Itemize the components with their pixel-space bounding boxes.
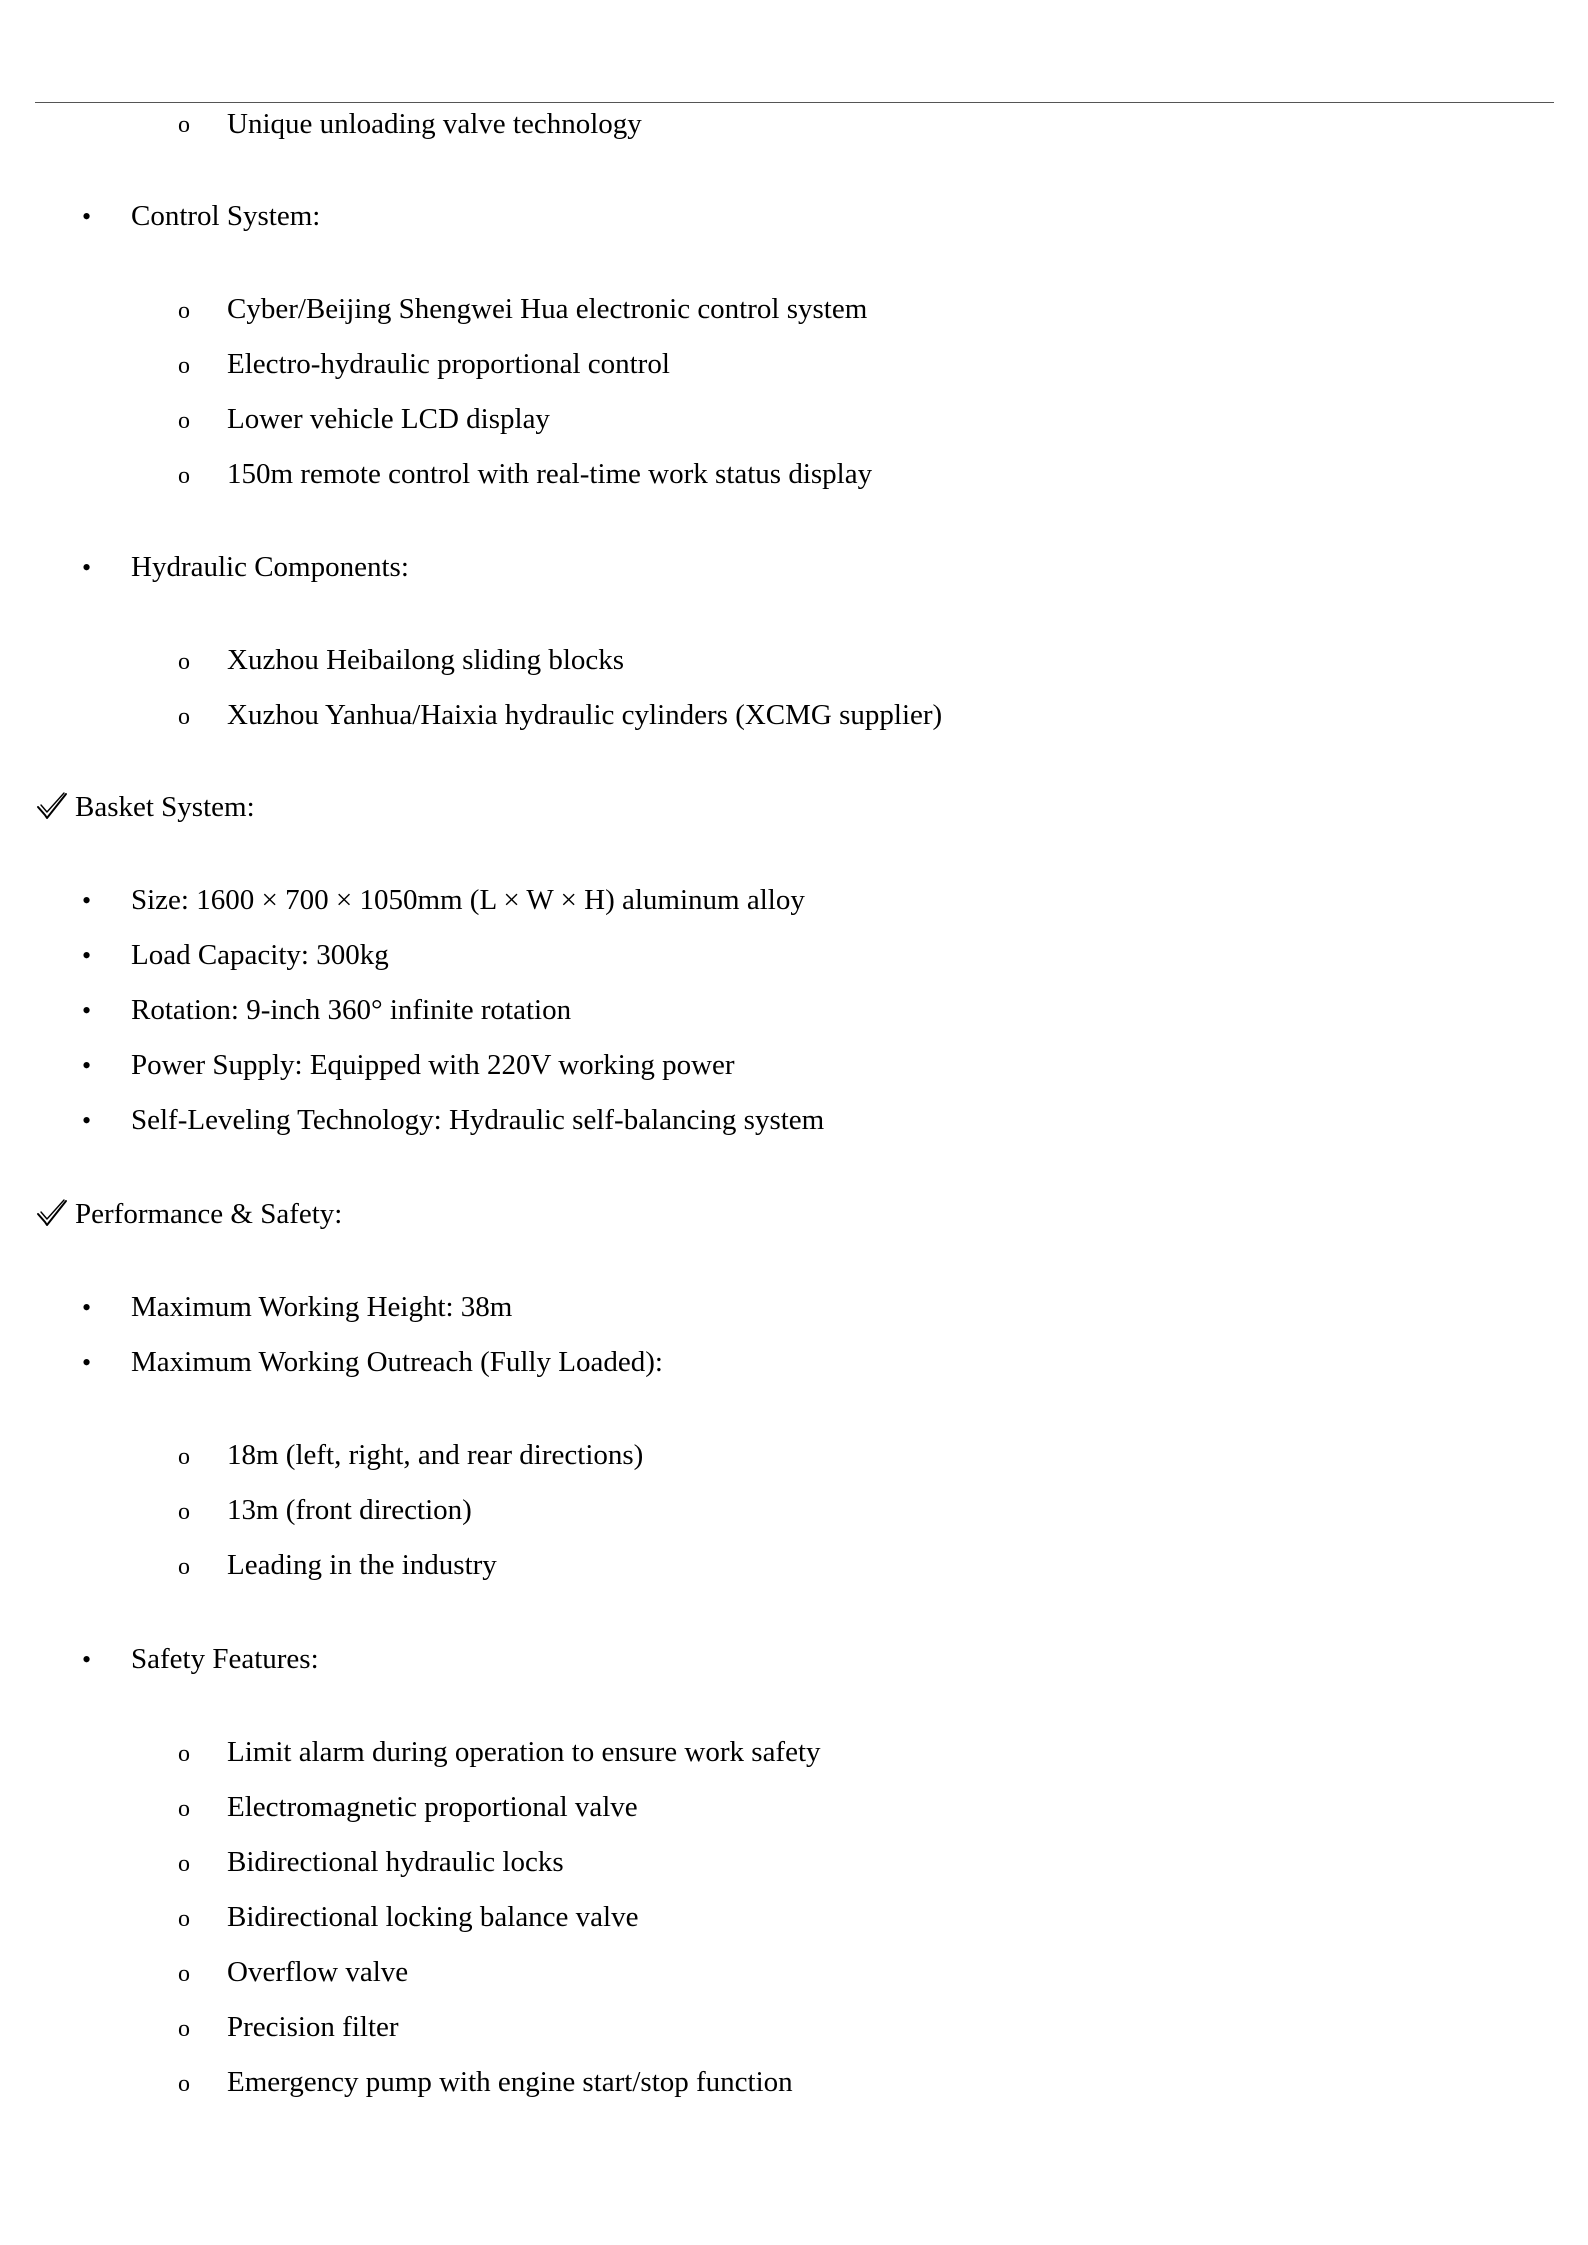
sub-bullet-marker: o (178, 649, 190, 675)
list-item: Size: 1600 × 700 × 1050mm (L × W × H) aluminum alloy (131, 884, 805, 916)
sub-bullet-marker: o (178, 1554, 190, 1580)
bullet-marker: • (82, 1645, 92, 1674)
list-item: Maximum Working Height: 38m (131, 1291, 513, 1323)
bullet-marker: • (82, 202, 92, 231)
sub-list-item: Lower vehicle LCD display (227, 403, 550, 435)
bullet-marker: • (82, 996, 92, 1025)
basket-system-heading-text: Basket System: (75, 791, 255, 823)
sub-list-item: Limit alarm during operation to ensure work safety (227, 1736, 821, 1768)
sub-list-item: Electromagnetic proportional valve (227, 1791, 638, 1823)
basket-system-heading (35, 789, 255, 825)
sub-bullet-marker: o (178, 463, 190, 489)
sub-bullet-marker: o (178, 298, 190, 324)
list-item: Power Supply: Equipped with 220V working power (131, 1049, 735, 1081)
sub-bullet-marker: o (178, 1796, 190, 1822)
sub-bullet-marker: o (178, 1499, 190, 1525)
performance-safety-heading-text: Performance & Safety: (75, 1198, 343, 1230)
sub-list-item: Precision filter (227, 2011, 399, 2043)
check-icon (35, 791, 69, 821)
sub-bullet-marker: o (178, 1741, 190, 1767)
bullet-marker: • (82, 1348, 92, 1377)
sub-list-item: Bidirectional hydraulic locks (227, 1846, 564, 1878)
sub-bullet-marker: o (178, 112, 190, 138)
sub-list-item: Leading in the industry (227, 1549, 497, 1581)
bullet-marker: • (82, 886, 92, 915)
bullet-marker: • (82, 1293, 92, 1322)
list-item: Load Capacity: 300kg (131, 939, 389, 971)
sub-bullet-marker: o (178, 704, 190, 730)
control-system-title: Control System: (131, 200, 321, 232)
sub-bullet-marker: o (178, 408, 190, 434)
sub-bullet-marker: o (178, 1961, 190, 1987)
performance-safety-heading (35, 1196, 342, 1232)
list-item: Maximum Working Outreach (Fully Loaded): (131, 1346, 663, 1378)
sub-list-item: 150m remote control with real-time work status display (227, 458, 873, 490)
sub-list-item: Xuzhou Yanhua/Haixia hydraulic cylinders (XCMG supplier) (227, 699, 943, 731)
list-item: Rotation: 9-inch 360° infinite rotation (131, 994, 572, 1026)
bullet-marker: • (82, 553, 92, 582)
bullet-marker: • (82, 1106, 92, 1135)
sub-list-item: Electro-hydraulic proportional control (227, 348, 670, 380)
check-icon (35, 1198, 69, 1228)
sub-bullet-marker: o (178, 1906, 190, 1932)
sub-list-item: Overflow valve (227, 1956, 409, 1988)
safety-features-title: Safety Features: (131, 1643, 319, 1675)
sub-list-item: 13m (front direction) (227, 1494, 472, 1526)
sub-bullet-marker: o (178, 2016, 190, 2042)
hydraulic-components-title: Hydraulic Components: (131, 551, 409, 583)
sub-list-item: 18m (left, right, and rear directions) (227, 1439, 644, 1471)
sub-list-item: Emergency pump with engine start/stop function (227, 2066, 793, 2098)
sub-bullet-marker: o (178, 353, 190, 379)
list-item: Self-Leveling Technology: Hydraulic self-balancing system (131, 1104, 825, 1136)
sub-list-item: Unique unloading valve technology (227, 108, 642, 140)
sub-bullet-marker: o (178, 1444, 190, 1470)
sub-list-item: Cyber/Beijing Shengwei Hua electronic control system (227, 293, 868, 325)
header-rule (35, 102, 1554, 103)
sub-bullet-marker: o (178, 1851, 190, 1877)
sub-list-item: Bidirectional locking balance valve (227, 1901, 639, 1933)
bullet-marker: • (82, 941, 92, 970)
bullet-marker: • (82, 1051, 92, 1080)
sub-bullet-marker: o (178, 2071, 190, 2097)
sub-list-item: Xuzhou Heibailong sliding blocks (227, 644, 625, 676)
